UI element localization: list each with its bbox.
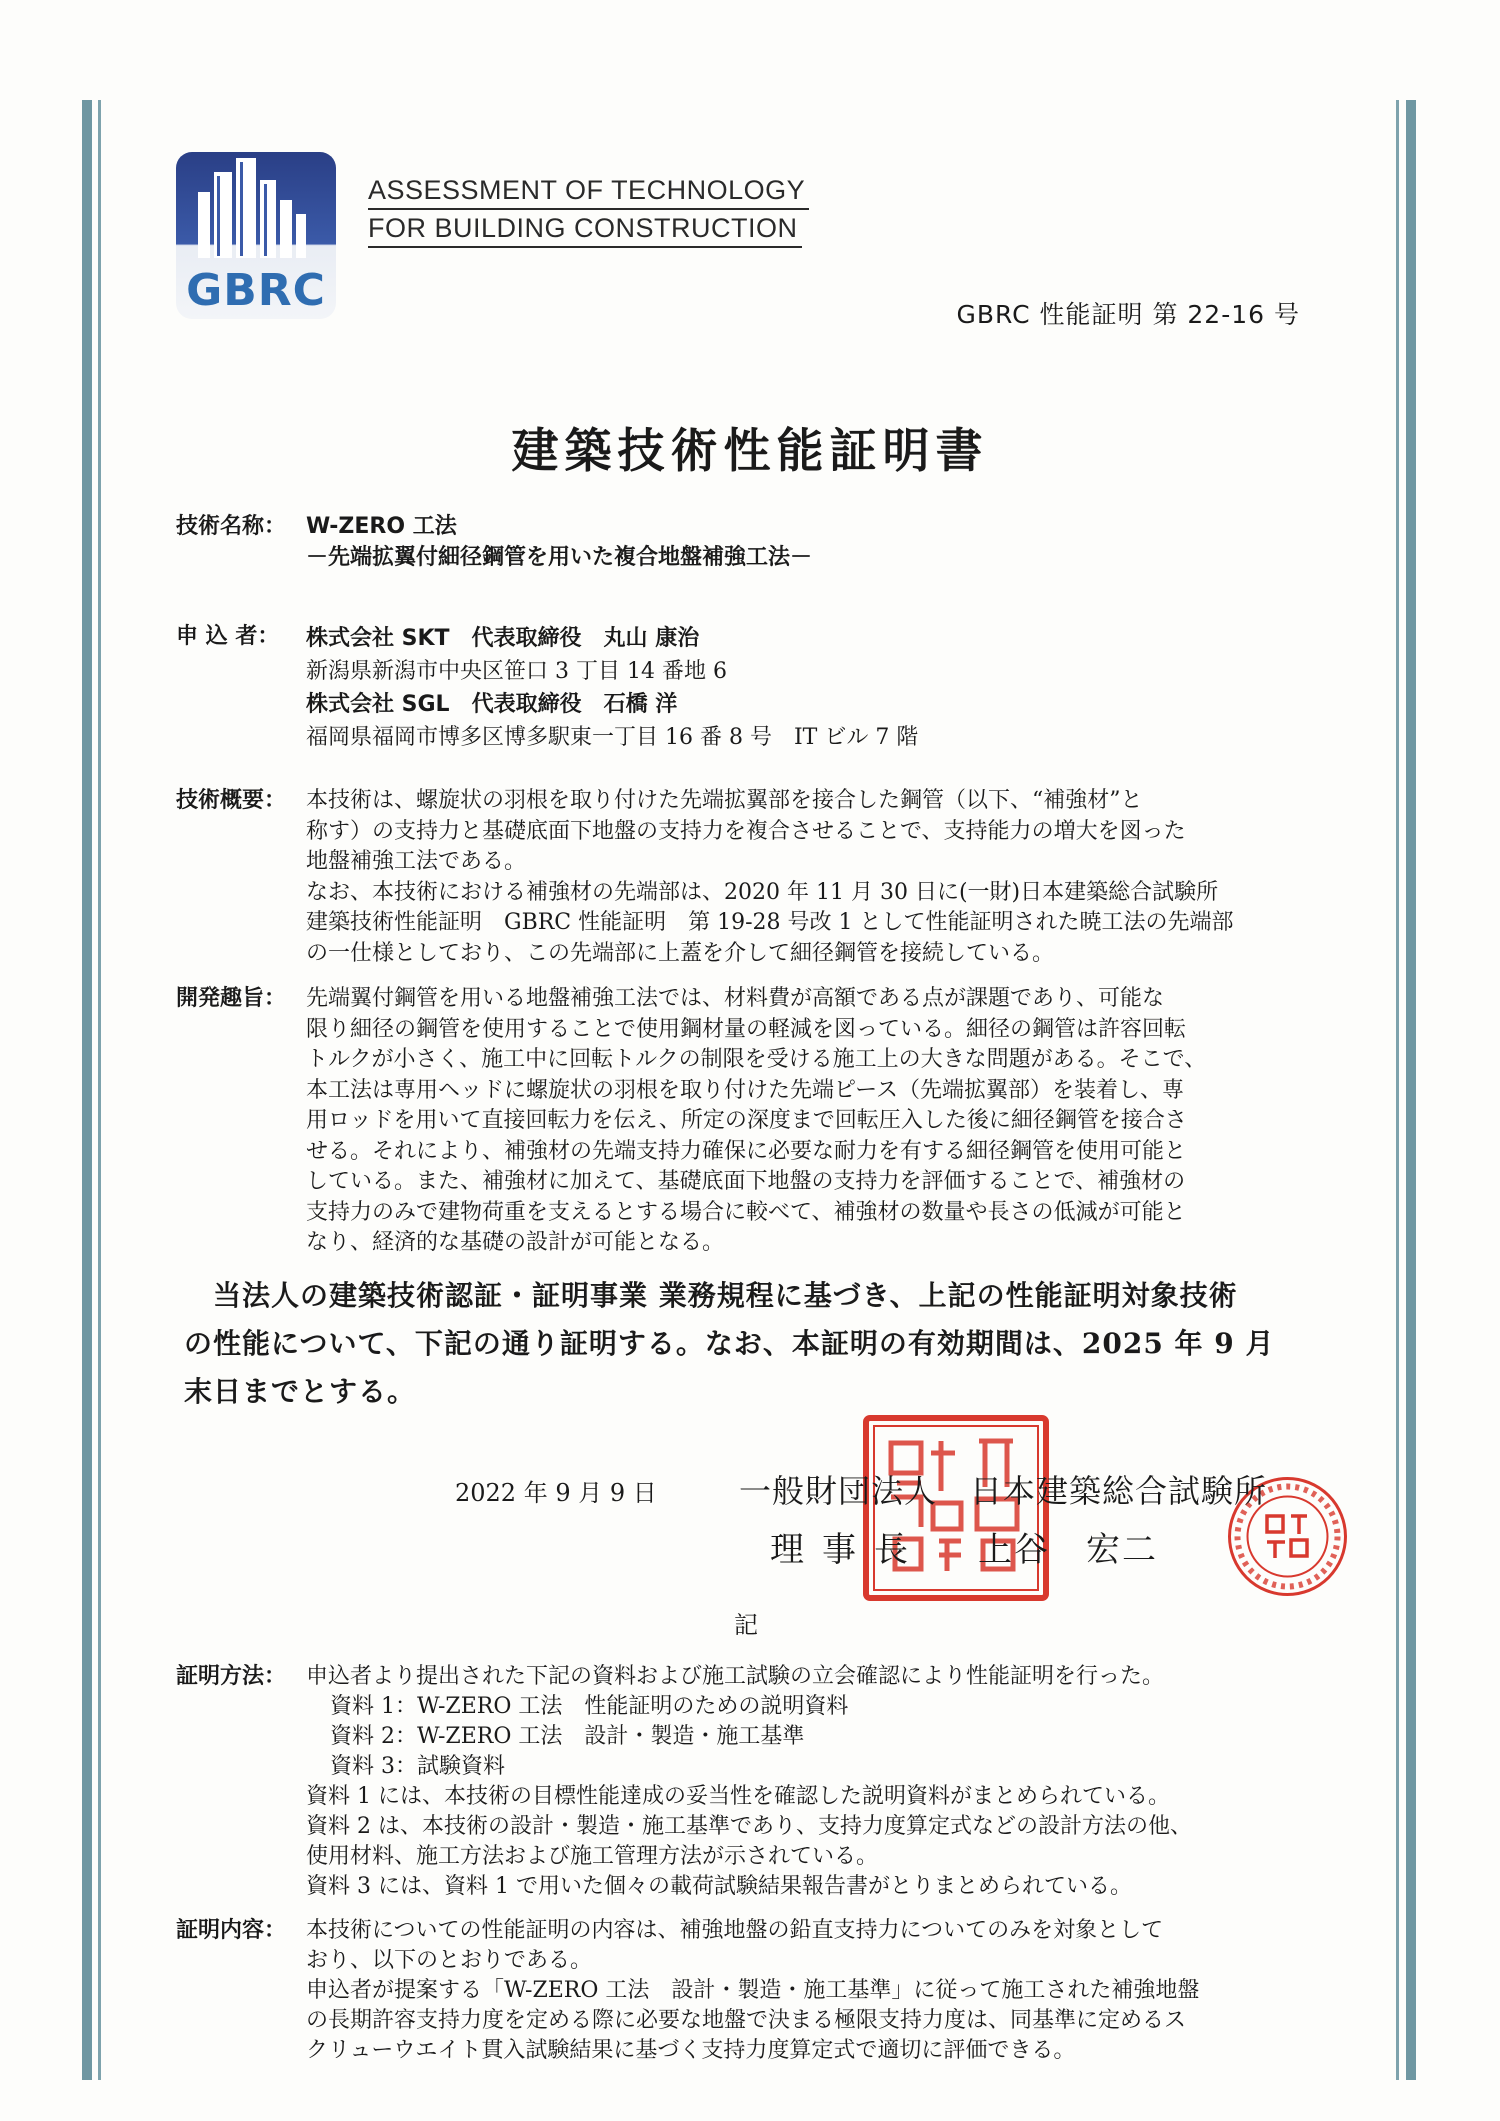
gbrc-logo <box>176 152 336 319</box>
issuer-organization: 一般財団法人 日本建築総合試験所 <box>739 1472 1268 1510</box>
content-line: クリューウエイト貫入試験結果に基づく支持力度算定式で適切に評価できる。 <box>306 2038 1076 2063</box>
tagline-line-2: FOR BUILDING CONSTRUCTION <box>368 210 802 248</box>
applicant-company-1: 株式会社 SKT 代表取締役 丸山 康治 <box>306 626 700 651</box>
overview-line: 地盤補強工法である。 <box>306 849 527 874</box>
content-line: の長期許容支持力度を定める際に必要な地盤で決まる極限支持力度は、同基準に定めるス <box>306 2008 1187 2033</box>
frame-bar-right-inner <box>1396 100 1399 2080</box>
overview-line: なお、本技術における補強材の先端部は、2020 年 11 月 30 日に(一財)日本建築総合試験所 <box>306 879 1219 905</box>
applicant-label: 申 込 者： <box>176 624 280 649</box>
section-applicant <box>176 622 1336 754</box>
certificate-number: GBRC 性能証明 第 22-16 号 <box>956 300 1300 329</box>
tech-name-label: 技術名称： <box>176 514 287 539</box>
overview-line: 本技術は、螺旋状の羽根を取り付けた先端拡翼部を接合した鋼管（以下、“補強材”と <box>306 788 1143 813</box>
issue-date: 2022 年 9 月 9 日 <box>455 1479 657 1507</box>
logo-tagline <box>368 172 809 248</box>
purpose-line: 用ロッドを用いて直接回転力を伝え、所定の深度まで回転圧入した後に細径鋼管を接合さ <box>306 1108 1187 1133</box>
purpose-line: 先端翼付鋼管を用いる地盤補強工法では、材料費が高額である点が課題であり、可能な <box>306 986 1165 1011</box>
statement-line: 末日までとする。 <box>184 1375 417 1408</box>
material-item: 資料 2：W-ZERO 工法 設計・製造・施工基準 <box>330 1724 805 1749</box>
certification-statement <box>184 1272 1344 1416</box>
section-tech-name <box>176 512 1336 573</box>
purpose-line: トルクが小さく、施工中に回転トルクの制限を受ける施工上の大きな問題がある。そこで、 <box>306 1047 1207 1072</box>
content-line: おり、以下のとおりである。 <box>306 1948 593 1973</box>
method-note: 資料 1 には、本技術の目標性能達成の妥当性を確認した説明資料がまとめられている。 <box>306 1784 1170 1809</box>
material-item: 資料 3：試験資料 <box>330 1754 505 1779</box>
section-overview <box>176 786 1336 969</box>
purpose-line: 限り細径の鋼管を使用することで使用鋼材量の軽減を図っている。細径の鋼管は許容回転 <box>306 1016 1187 1042</box>
frame-bar-left-inner <box>98 100 101 2080</box>
statement-line: 当法人の建築技術認証・証明事業 業務規程に基づき、上記の性能証明対象技術 <box>184 1279 1238 1312</box>
overview-line: 称す）の支持力と基礎底面下地盤の支持力を複合させることで、支持能力の増大を図った <box>306 818 1186 844</box>
section-purpose <box>176 984 1336 1259</box>
content-label: 証明内容： <box>176 1918 287 1943</box>
overview-line: の一仕様としており、この先端部に上蓋を介して細径鋼管を接続している。 <box>306 940 1055 966</box>
issuer-name: 上谷 宏二 <box>978 1530 1158 1570</box>
tagline-line-1: ASSESSMENT OF TECHNOLOGY <box>368 172 809 210</box>
issuer-role: 理事長 <box>770 1530 926 1570</box>
method-label: 証明方法： <box>176 1664 287 1689</box>
purpose-label: 開発趣旨： <box>176 986 287 1011</box>
logo-abbr: GBRC <box>186 265 326 316</box>
applicant-address-1: 新潟県新潟市中央区笹口 3 丁目 14 番地 6 <box>306 659 727 684</box>
applicant-company-2: 株式会社 SGL 代表取締役 石橋 洋 <box>306 692 678 717</box>
method-note: 使用材料、施工方法および施工管理方法が示されている。 <box>306 1844 879 1869</box>
material-item: 資料 1：W-ZERO 工法 性能証明のための説明資料 <box>330 1694 849 1719</box>
purpose-line: 支持力のみで建物荷重を支えるとする場合に較べて、補強材の数量や長さの低減が可能と <box>306 1199 1186 1225</box>
content-line: 本技術についての性能証明の内容は、補強地盤の鉛直支持力についてのみを対象として <box>306 1918 1164 1943</box>
overview-label: 技術概要： <box>176 788 287 813</box>
tech-name: W-ZERO 工法 <box>306 514 457 539</box>
tech-subtitle: －先端拡翼付細径鋼管を用いた複合地盤補強工法－ <box>306 544 813 570</box>
frame-bar-right-outer <box>1406 100 1416 2080</box>
frame-bar-left-outer <box>82 100 92 2080</box>
record-mark: 記 <box>734 1611 758 1639</box>
section-content <box>176 1916 1336 2066</box>
method-note: 資料 2 は、本技術の設計・製造・施工基準であり、支持力度算定式などの設計方法の他、 <box>306 1814 1192 1839</box>
statement-line: の性能について、下記の通り証明する。なお、本証明の有効期間は、2025 年 9 月 <box>184 1327 1275 1360</box>
document-title: 建築技術性能証明書 <box>511 424 989 479</box>
purpose-line: している。また、補強材に加えて、基礎底面下地盤の支持力を評価することで、補強材の <box>306 1169 1186 1194</box>
section-method <box>176 1662 1336 1902</box>
method-intro: 申込者より提出された下記の資料および施工試験の立会確認により性能証明を行った。 <box>306 1664 1165 1689</box>
purpose-line: せる。それにより、補強材の先端支持力確保に必要な耐力を有する細径鋼管を使用可能と <box>306 1138 1187 1164</box>
method-note: 資料 3 には、資料 1 で用いた個々の載荷試験結果報告書がとりまとめられている。 <box>306 1874 1132 1899</box>
content-line: 申込者が提案する「W-ZERO 工法 設計・製造・施工基準」に従って施工された補強地盤 <box>306 1978 1200 2003</box>
purpose-line: 本工法は専用ヘッドに螺旋状の羽根を取り付けた先端ピース（先端拡翼部）を装着し、専 <box>306 1077 1185 1103</box>
issuer-signature-line <box>770 1522 1158 1571</box>
applicant-address-2: 福岡県福岡市博多区博多駅東一丁目 16 番 8 号 IT ビル 7 階 <box>306 725 919 750</box>
overview-line: 建築技術性能証明 GBRC 性能証明 第 19-28 号改 1 として性能証明された暁工法の先端部 <box>306 910 1234 935</box>
purpose-line: なり、経済的な基礎の設計が可能となる。 <box>306 1230 725 1255</box>
